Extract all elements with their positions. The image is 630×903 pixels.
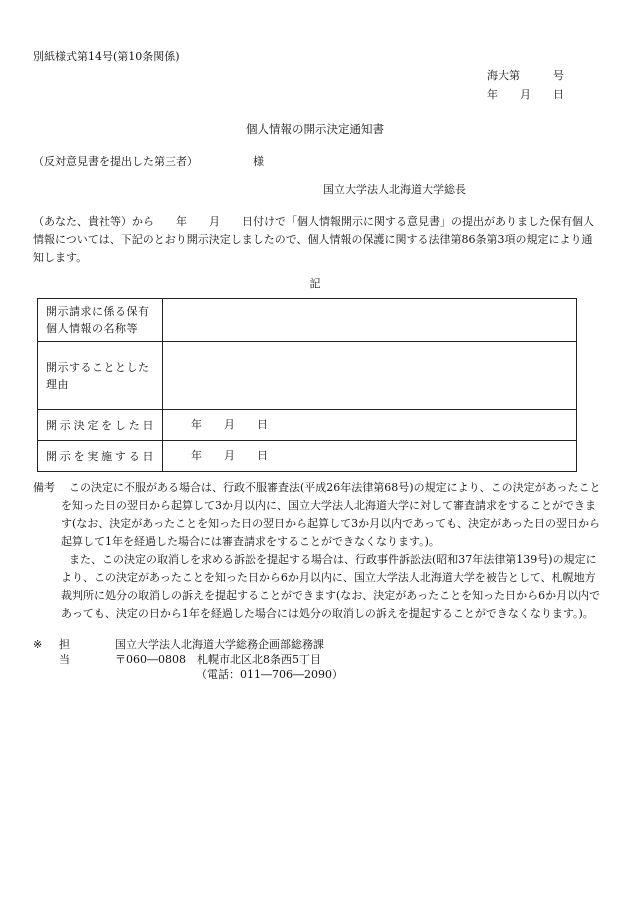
form-number: 別紙様式第14号(第10条関係) xyxy=(33,50,180,63)
reference-number: 海大第 号 xyxy=(487,69,564,82)
row-value-reason xyxy=(163,342,577,410)
row-value-info-name xyxy=(163,299,577,342)
remarks-label: 備考 xyxy=(33,481,55,494)
disclosure-info-table xyxy=(37,298,577,472)
row-value-implementation-date: 年 月 日 xyxy=(163,441,577,472)
contact-address: 〒060―0808 札幌市北区北8条西5丁目 xyxy=(115,653,321,666)
contact-label: 担 当 xyxy=(59,638,81,666)
contact-organization: 国立大学法人北海道大学総務企画部総務課 xyxy=(115,638,324,651)
table-row xyxy=(38,410,577,441)
remarks-paragraph-1: この決定に不服がある場合は、行政不服審査法(平成26年法律第68号)の規定により、この決定があったことを知った日の翌日から起算して3か月以内に、国立大学法人北海道大学に対して審査請求をすることができます(なお、決定があったことを知った日の翌日から起算して3か月以内であっても、決定があった日の翌日から起算して1年を経過した場合には審査請求をすることができなくなります。)。 xyxy=(61,481,601,548)
contact-phone: （電話：011―706―2090） xyxy=(196,668,343,681)
table-row xyxy=(38,441,577,472)
addressee: （反対意見書を提出した第三者） xyxy=(33,155,198,168)
row-label-decision-date: 開示決定をした日 xyxy=(38,410,163,441)
document-title: 個人情報の開示決定通知書 xyxy=(246,122,384,136)
remarks-paragraph-2: また、この決定の取消しを求める訴訟を提起する場合は、行政事件訴訟法(昭和37年法律第139号)の規定により、この決定があったことを知った日から6か月以内に、国立大学法人北海道大学を被告として、札幌地方裁判所に処分の取消しの訴えを提起することができます(なお、決定があったことを知った日から6か月以内であっても、決定の日から1年を経過した場合には処分の取消しの訴えを提起することができなくなります。)。 xyxy=(61,553,601,620)
note-mark: ※ xyxy=(33,638,43,651)
remarks-section xyxy=(33,479,603,623)
reference-date: 年 月 日 xyxy=(487,88,564,101)
ki-heading: 記 xyxy=(309,277,321,290)
body-text: （あなた、貴社等）から 年 月 日付けで「個人情報開示に関する意見書」の提出がありました保有個人情報については、下記のとおり開示決定しましたので、個人情報の保護に関する法律第86条第3項の規定により通知します。 xyxy=(33,215,594,264)
addressee-honorific: 様 xyxy=(253,155,264,168)
table-row xyxy=(38,299,577,342)
sender: 国立大学法人北海道大学総長 xyxy=(323,183,466,196)
table-row xyxy=(38,342,577,410)
row-label-info-name: 開示請求に係る保有個人情報の名称等 xyxy=(38,299,163,342)
row-label-reason: 開示することとした理由 xyxy=(38,342,163,410)
row-label-implementation-date: 開示を実施する日 xyxy=(38,441,163,472)
row-value-decision-date: 年 月 日 xyxy=(163,410,577,441)
